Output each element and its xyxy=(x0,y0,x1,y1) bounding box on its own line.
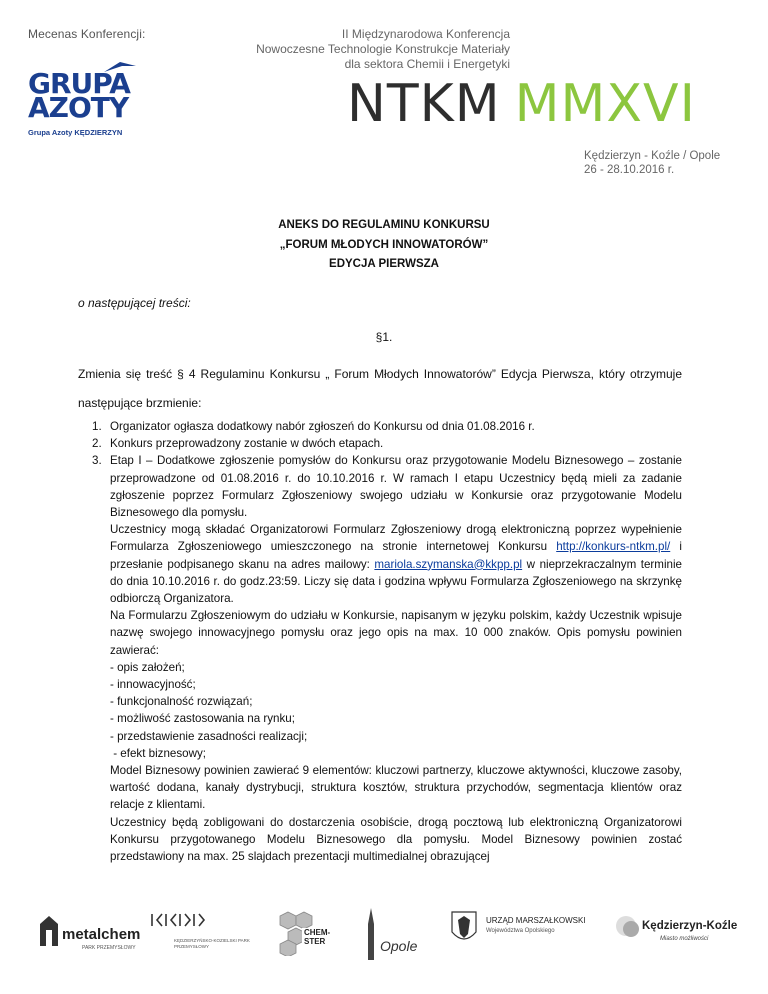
logo-subtitle: Grupa Azoty KĘDZIERZYN xyxy=(28,128,123,137)
urzad-line-1: URZĄD MARSZAŁKOWSKI xyxy=(486,916,586,925)
conference-place: Kędzierzyn - Koźle / Opole xyxy=(584,150,721,162)
title-line-2: „FORUM MŁODYCH INNOWATORÓW” xyxy=(279,238,489,251)
title-line-1: ANEKS DO REGULAMINU KONKURSU xyxy=(278,219,490,231)
bullet-item: - przedstawienie zasadności realizacji; xyxy=(110,729,308,743)
title-line-3: EDYCJA PIERWSZA xyxy=(329,258,439,270)
list-item-number: 1. xyxy=(92,420,102,433)
list-item xyxy=(92,435,682,452)
urzad-marszalkowski-logo xyxy=(450,906,610,962)
logo-ntkm: NTKM xyxy=(347,74,501,134)
chem-ster-name: CHEM-STER xyxy=(302,928,350,946)
metalchem-mark-icon xyxy=(38,914,60,948)
kkpp-mark-icon xyxy=(148,910,224,930)
bullet-item: - innowacyjność; xyxy=(110,678,196,692)
conference-name xyxy=(210,27,510,72)
submission-paragraph xyxy=(110,521,682,607)
list-item-text: Organizator ogłasza dodatkowy nabór zgłoszeń do Konkursu od dnia 01.08.2016 r. xyxy=(110,420,535,433)
intro-text: o następującej treści: xyxy=(78,296,191,310)
sponsor-label: Mecenas Konferencji: xyxy=(28,27,146,41)
logo-word-azoty: AZOTY xyxy=(28,91,129,124)
list-item-number: 2. xyxy=(92,437,102,451)
form-paragraph: Na Formularzu Zgłoszeniowym do udziału w Konkursie, napisanym w języku polskim, każdy Uczestnik wpisuje nazwę swojego innowacyjnego pomysłu oraz jego opis na max. 10 000 znaków. Opis pomysłu powinien zawierać: xyxy=(110,609,682,657)
logo-swoosh-icon xyxy=(102,60,138,74)
city-mark-icon xyxy=(614,912,642,942)
document-title xyxy=(0,216,768,275)
conference-dates: 26 - 28.10.2016 r. xyxy=(584,164,675,176)
opole-tower-icon xyxy=(360,906,382,962)
submission-text-mid: i przesłanie podpisanego skanu na adres mailowy: xyxy=(110,540,682,571)
opole-logo xyxy=(360,906,434,966)
conference-line-2: Nowoczesne Technologie Konstrukcje Materiały xyxy=(256,42,510,56)
submission-text-end: w nieprzekraczalnym terminie do dnia 10.10.2016 r. do godz.23:59. Liczy się data i godzina wpływu Formularza Zgłoszeniowego na skrzynkę odbiorczą Organizatora. xyxy=(110,557,682,606)
list-item xyxy=(92,452,682,865)
lead-paragraph: Zmienia się treść § 4 Regulaminu Konkursu „ Forum Młodych Innowatorów” Edycja Pierwsza, który otrzymuje następujące brzmienie: xyxy=(78,367,682,410)
bullet-item: - efekt biznesowy; xyxy=(110,746,207,760)
paragraph-mark: §1. xyxy=(375,330,393,344)
urzad-line-2: Województwa Opolskiego xyxy=(486,928,555,934)
bullet-item: - funkcjonalność rozwiązań; xyxy=(110,695,253,709)
conference-line-3: dla sektora Chemii i Energetyki xyxy=(344,57,510,71)
kkpp-logo xyxy=(148,910,258,949)
list-item-text: Etap I – Dodatkowe zgłoszenie pomysłów do Konkursu oraz przygotowanie Modelu Biznesowego – zostanie przeprowadzone od 01.08.2016 r. do 10.10.2016 r. W ramach I etapu Uczestnicy będą mieli za zadanie zgłoszenie poprzez Formularz Zgłoszeniowy swojego udziału w Konkursie oraz przygotowanie Modelu Biznesowego dla pomysłu. xyxy=(110,454,682,520)
list-item-text: Konkurs przeprowadzony zostanie w dwóch etapach. xyxy=(110,437,384,451)
bullet-item: - opis założeń; xyxy=(110,660,185,674)
partner-logos xyxy=(38,906,738,970)
delivery-paragraph: Uczestnicy będą zobligowani do dostarczenia osobiście, drogą pocztową lub elektroniczną Organizatorowi Konkursu przygotowanego Modelu Biznesowego dla pomysłu. Model Biznesowy powinien zostać przedstawiony na max. 25 slajdach prezentacji multimedialnej obrazującej xyxy=(110,815,682,864)
numbered-list xyxy=(92,418,682,865)
conference-line-1: II Międzynarodowa Konferencja xyxy=(341,27,510,41)
logo-word-grupa: GRUPA xyxy=(28,67,130,100)
bullet-item: - możliwość zastosowania na rynku; xyxy=(110,712,295,726)
coat-of-arms-icon xyxy=(450,910,478,946)
metalchem-subtitle: PARK PRZEMYSŁOWY xyxy=(82,945,136,951)
list-item xyxy=(92,418,682,435)
submission-text: Uczestnicy mogą składać Organizatorowi Formularz Zgłoszeniowy drogą elektroniczną poprzez wypełnienie Formularza Zgłoszeniowego umieszczonego na stronie internetowej Konkursu xyxy=(110,523,682,554)
kedzierzyn-kozle-logo xyxy=(614,908,738,964)
chem-ster-logo xyxy=(274,910,350,956)
city-name: Kędzierzyn-Koźle xyxy=(642,920,738,932)
contest-email-link[interactable]: mariola.szymanska@kkpp.pl xyxy=(374,557,523,571)
list-item-number: 3. xyxy=(92,454,102,468)
grupa-azoty-logo xyxy=(28,67,148,137)
city-slogan: Miasto możliwości xyxy=(660,936,709,942)
model-paragraph: Model Biznesowy powinien zawierać 9 elementów: kluczowi partnerzy, kluczowe aktywności, kluczowe zasoby, wartość dodana, kanały dystrybucji, struktura kosztów, struktura przychodów, segmentacja klientów oraz relacje z klientami. xyxy=(110,764,682,812)
kkpp-subtitle: KĘDZIERZYŃSKO-KOZIELSKI PARK PRZEMYSŁOWY xyxy=(174,938,250,949)
opole-name: Opole xyxy=(380,938,418,954)
logo-mmxvi: MMXVI xyxy=(514,74,696,134)
contest-website-link[interactable]: http://konkurs-ntkm.pl/ xyxy=(556,540,671,554)
conference-logo xyxy=(347,74,696,134)
conference-place-date xyxy=(584,149,720,177)
metalchem-name: metalchem xyxy=(62,926,141,943)
